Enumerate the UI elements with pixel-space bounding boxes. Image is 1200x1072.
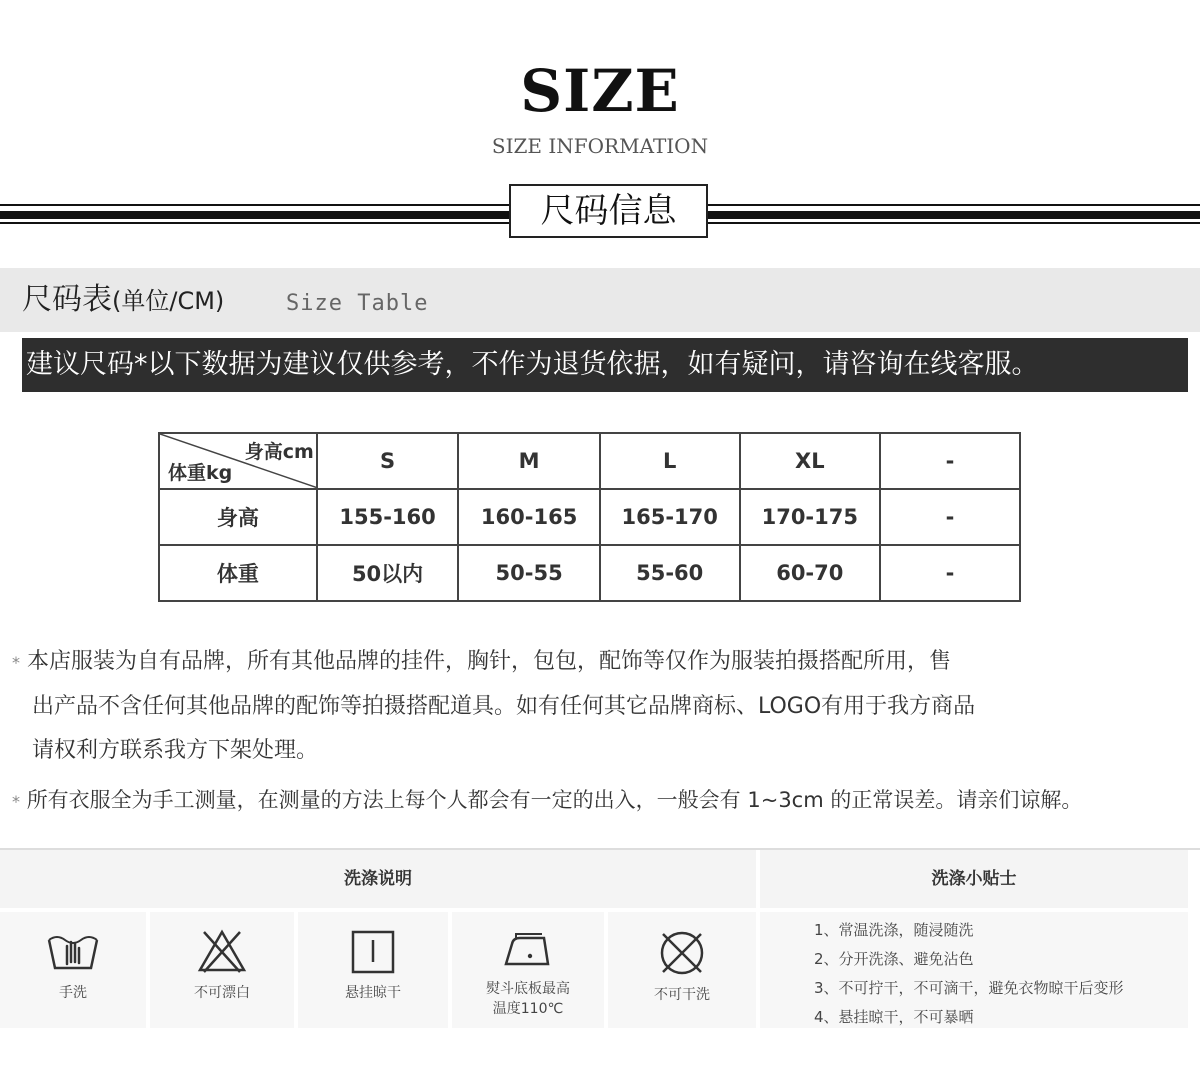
note-bullet: * (12, 653, 20, 672)
page-title: SIZE (520, 57, 680, 125)
table-header-row (159, 433, 1020, 489)
table-row (159, 545, 1020, 601)
note-brand (12, 640, 1192, 773)
table-cell: 50-55 (458, 545, 600, 601)
table-corner-cell (159, 433, 317, 489)
wash-label-2: 温度110℃ (492, 1001, 564, 1017)
iron-icon (498, 928, 558, 972)
no-dry-clean-icon (657, 928, 707, 978)
header-rule-right-thin2 (708, 222, 1200, 224)
table-cell: 160-165 (458, 489, 600, 545)
wash-item-hang-dry (298, 912, 448, 1028)
wash-item-hand-wash (0, 912, 146, 1028)
header-rule-left-thin2 (0, 222, 509, 224)
hand-wash-icon (45, 928, 101, 976)
page-subtitle: SIZE INFORMATION (491, 134, 709, 158)
row-label-weight: 体重 (159, 545, 317, 601)
wash-item-iron (452, 912, 604, 1028)
size-heading-unit: (单位/CM) (112, 287, 225, 315)
hang-dry-icon (349, 928, 397, 976)
wash-label: 不可漂白 (194, 985, 250, 1001)
note-bullet: * (12, 792, 20, 811)
size-heading-en: Size Table (286, 291, 429, 316)
size-table (158, 432, 1021, 602)
wash-label: 手洗 (59, 985, 87, 1001)
row-label-height: 身高 (159, 489, 317, 545)
size-header-extra: - (880, 433, 1020, 489)
table-cell: 55-60 (600, 545, 740, 601)
section-title: 尺码信息 (509, 184, 708, 238)
list-item: 3、不可拧干，不可滴干，避免衣物晾干后变形 (814, 979, 1124, 997)
no-bleach-icon (196, 928, 248, 976)
list-item: 2、分开洗涤、避免沾色 (814, 950, 974, 968)
table-cell: 60-70 (740, 545, 881, 601)
table-cell: - (880, 489, 1020, 545)
corner-weight-label: 体重kg (168, 462, 233, 484)
header-rule-left-thick (0, 211, 509, 219)
header-rule-right-thin (708, 204, 1200, 206)
size-header-l: L (600, 433, 740, 489)
list-item: 4、悬挂晾干，不可暴晒 (814, 1008, 974, 1026)
note-text: 所有衣服全为手工测量，在测量的方法上每个人都会有一定的出入，一般会有 1~3cm 的正常误差。请亲们谅解。 (26, 788, 1083, 812)
note-measure (12, 778, 1200, 824)
list-item: 1、常温洗涤，随浸随洗 (814, 921, 974, 939)
corner-height-label: 身高cm (244, 441, 314, 463)
note-line: 出产品不含任何其他品牌的配饰等拍摄搭配道具。如有任何其它品牌商标、LOGO有用于我方商品 (32, 694, 976, 719)
wash-label: 不可干洗 (654, 987, 710, 1003)
table-cell: 50以内 (317, 545, 459, 601)
table-row (159, 489, 1020, 545)
table-cell: 155-160 (317, 489, 459, 545)
wash-tips-list (814, 916, 1124, 1032)
wash-item-no-dry-clean (608, 912, 756, 1028)
size-heading-cn: 尺码表 (22, 282, 112, 317)
header-rule-right-thick (708, 211, 1200, 219)
header-rule-left-thin (0, 204, 509, 206)
wash-label: 熨斗底板最高 (486, 981, 570, 997)
size-header-s: S (317, 433, 459, 489)
size-header-m: M (458, 433, 600, 489)
wash-item-no-bleach (150, 912, 294, 1028)
table-cell: - (880, 545, 1020, 601)
notice-bar: 建议尺码*以下数据为建议仅供参考，不作为退货依据，如有疑问，请咨询在线客服。 (22, 338, 1188, 392)
note-line (12, 640, 1192, 685)
wash-label: 悬挂晾干 (345, 985, 401, 1001)
size-heading (22, 280, 224, 321)
wash-tips-header: 洗涤小贴士 (760, 850, 1188, 908)
note-text: 本店服装为自有品牌，所有其他品牌的挂件，胸针，包包，配饰等仅作为服装拍摄搭配所用，售 (27, 649, 952, 674)
table-cell: 165-170 (600, 489, 740, 545)
table-cell: 170-175 (740, 489, 881, 545)
note-line: 请权利方联系我方下架处理。 (32, 738, 319, 763)
size-header-xl: XL (740, 433, 881, 489)
wash-instructions-header: 洗涤说明 (0, 850, 756, 908)
